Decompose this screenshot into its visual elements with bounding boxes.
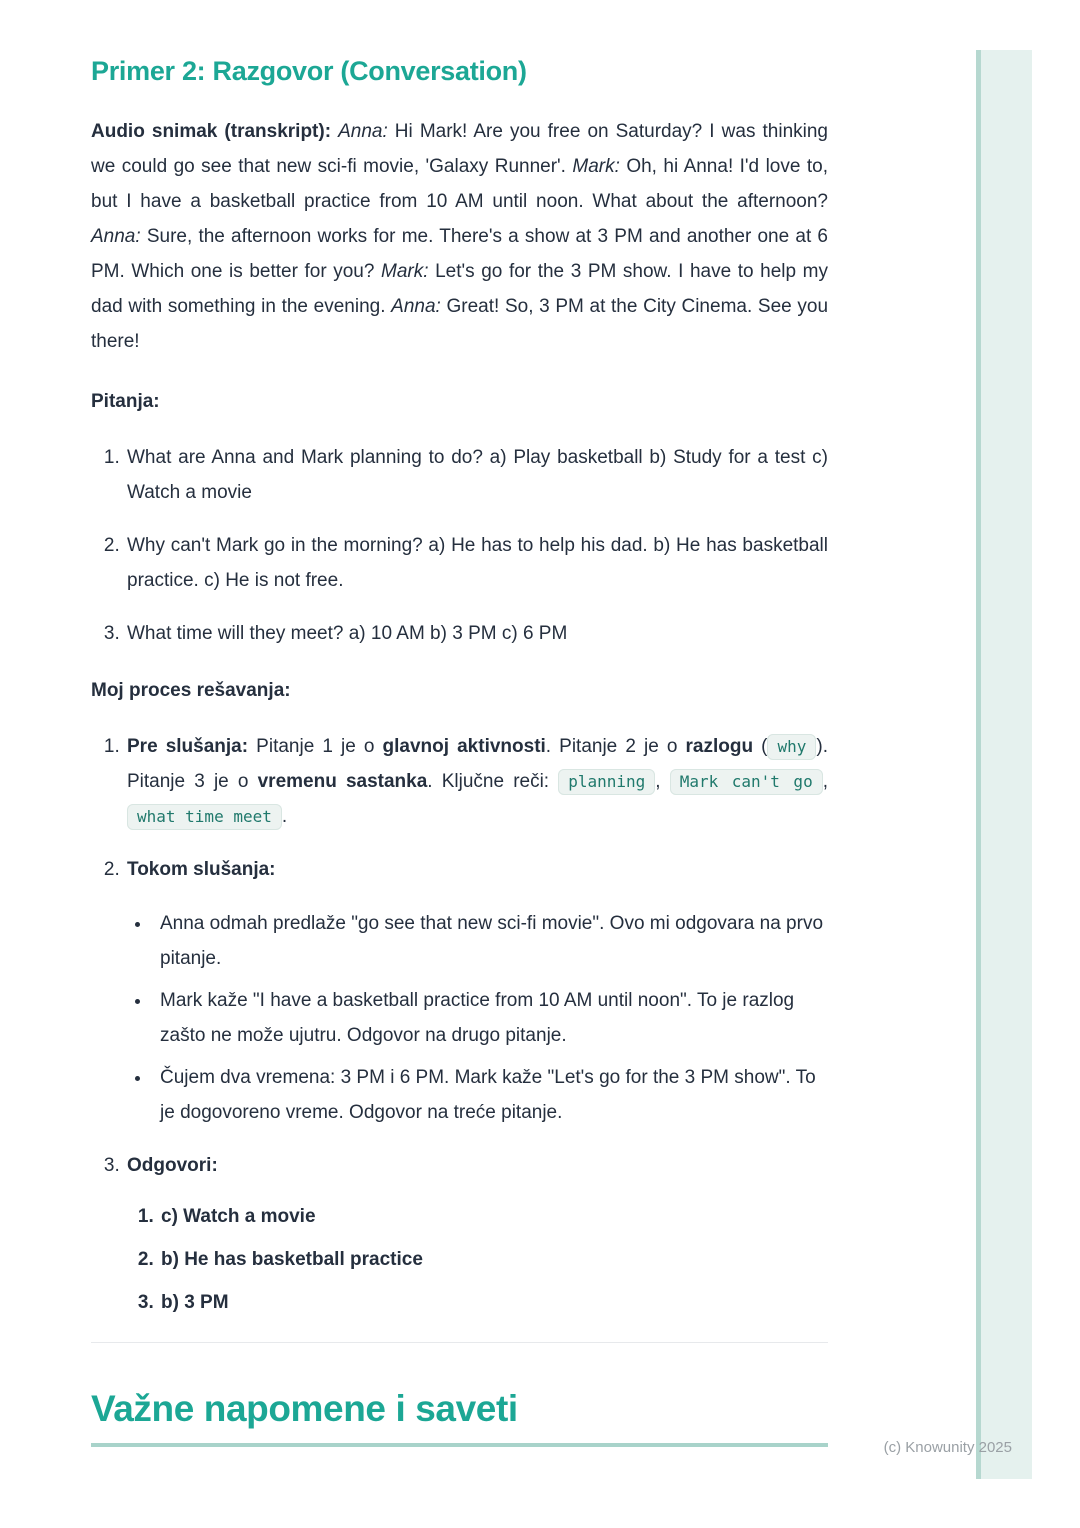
text-run: Audio snimak (transkript):	[91, 121, 339, 142]
text-run: . Pitanje 2 je o	[545, 736, 686, 757]
text-run: Great! So, 3 PM at the City Cinema. See you there!	[91, 296, 829, 352]
process-label: Moj proces rešavanja:	[91, 680, 291, 701]
copyright-notice: (c) Knowunity 2025	[883, 1439, 1012, 1456]
text-run: Mark:	[381, 261, 429, 282]
text-run: Anna:	[91, 226, 141, 247]
notes-section-title: Važne napomene i saveti	[91, 1387, 828, 1447]
text-run: ,	[655, 771, 670, 792]
next-page-edge-decoration	[976, 50, 1032, 1479]
process-step-answers	[125, 1148, 828, 1320]
text-run: razlogu	[685, 736, 754, 757]
listening-note: • Anna odmah predlaže "go see that new sci-fi movie". Ovo mi odgovara na prvo pitanje.	[152, 906, 828, 976]
text-run: Let's go for the 3 PM show. I have to help my dad with something in the evening.	[91, 261, 828, 317]
text-run: Pre slušanja:	[127, 736, 257, 757]
answer-item: 3. b) 3 PM	[159, 1285, 828, 1320]
text-run: Odgovori:	[127, 1155, 218, 1176]
text-run: ). Pitanje 3 je o	[127, 736, 828, 792]
answer-item: 1. c) Watch a movie	[159, 1199, 828, 1234]
listening-note: • Čujem dva vremena: 3 PM i 6 PM. Mark kaže "Let's go for the 3 PM show". To je dogovoreno vreme. Odgovor na treće pitanje.	[152, 1060, 828, 1130]
process-step-pre-listening	[125, 729, 828, 834]
section-title: Primer 2: Razgovor (Conversation)	[91, 56, 527, 86]
text-run: Anna:	[338, 121, 388, 142]
text-run: Sure, the afternoon works for me. There's a show at 3 PM and another one at 6 PM. Which one is better for you?	[91, 226, 828, 282]
text-run: vremenu sastanka	[257, 771, 428, 792]
answers-list	[127, 1199, 828, 1320]
question-item: 3. What time will they meet? a) 10 AM b) 3 PM c) 6 PM	[125, 616, 828, 651]
answer-item: 2. b) He has basketball practice	[159, 1242, 828, 1277]
question-item: 1. What are Anna and Mark planning to do? a) Play basketball b) Study for a test c) Watch a movie	[125, 440, 828, 510]
inline-code-chip: what time meet	[127, 804, 282, 830]
inline-code-chip: planning	[558, 769, 655, 795]
inline-code-chip: Mark can't go	[670, 769, 823, 795]
text-run: .	[281, 806, 288, 827]
text-run: (	[753, 736, 768, 757]
text-run: Pitanje 1 je o	[256, 736, 383, 757]
text-run: Tokom slušanja:	[127, 859, 276, 880]
process-step-label	[127, 1155, 218, 1176]
inline-code-chip: why	[767, 734, 816, 760]
section-divider	[91, 1342, 828, 1343]
listening-note: • Mark kaže "I have a basketball practice from 10 AM until noon". To je razlog zašto ne može ujutru. Odgovor na drugo pitanje.	[152, 983, 828, 1053]
text-run: Anna:	[391, 296, 441, 317]
text-run: ,	[822, 771, 828, 792]
question-item: 2. Why can't Mark go in the morning? a) He has to help his dad. b) He has basketball practice. c) He is not free.	[125, 528, 828, 598]
text-run: Hi Mark! Are you free on Saturday? I was thinking we could go see that new sci-fi movie, 'Galaxy Runner'.	[91, 121, 828, 177]
text-run: Oh, hi Anna! I'd love to, but I have a basketball practice from 10 AM until noon. What about the afternoon?	[91, 156, 828, 212]
process-step-during-listening	[125, 852, 828, 1130]
process-step-text	[127, 729, 828, 834]
process-step-label	[127, 859, 276, 880]
questions-label: Pitanja:	[91, 391, 160, 412]
transcript-paragraph	[91, 114, 828, 359]
questions-list	[91, 440, 828, 651]
text-run: Mark:	[572, 156, 620, 177]
text-run: glavnoj aktivnosti	[382, 736, 546, 757]
text-run: . Ključne reči:	[427, 771, 559, 792]
process-list	[91, 729, 828, 1320]
listening-notes-list	[127, 906, 828, 1130]
